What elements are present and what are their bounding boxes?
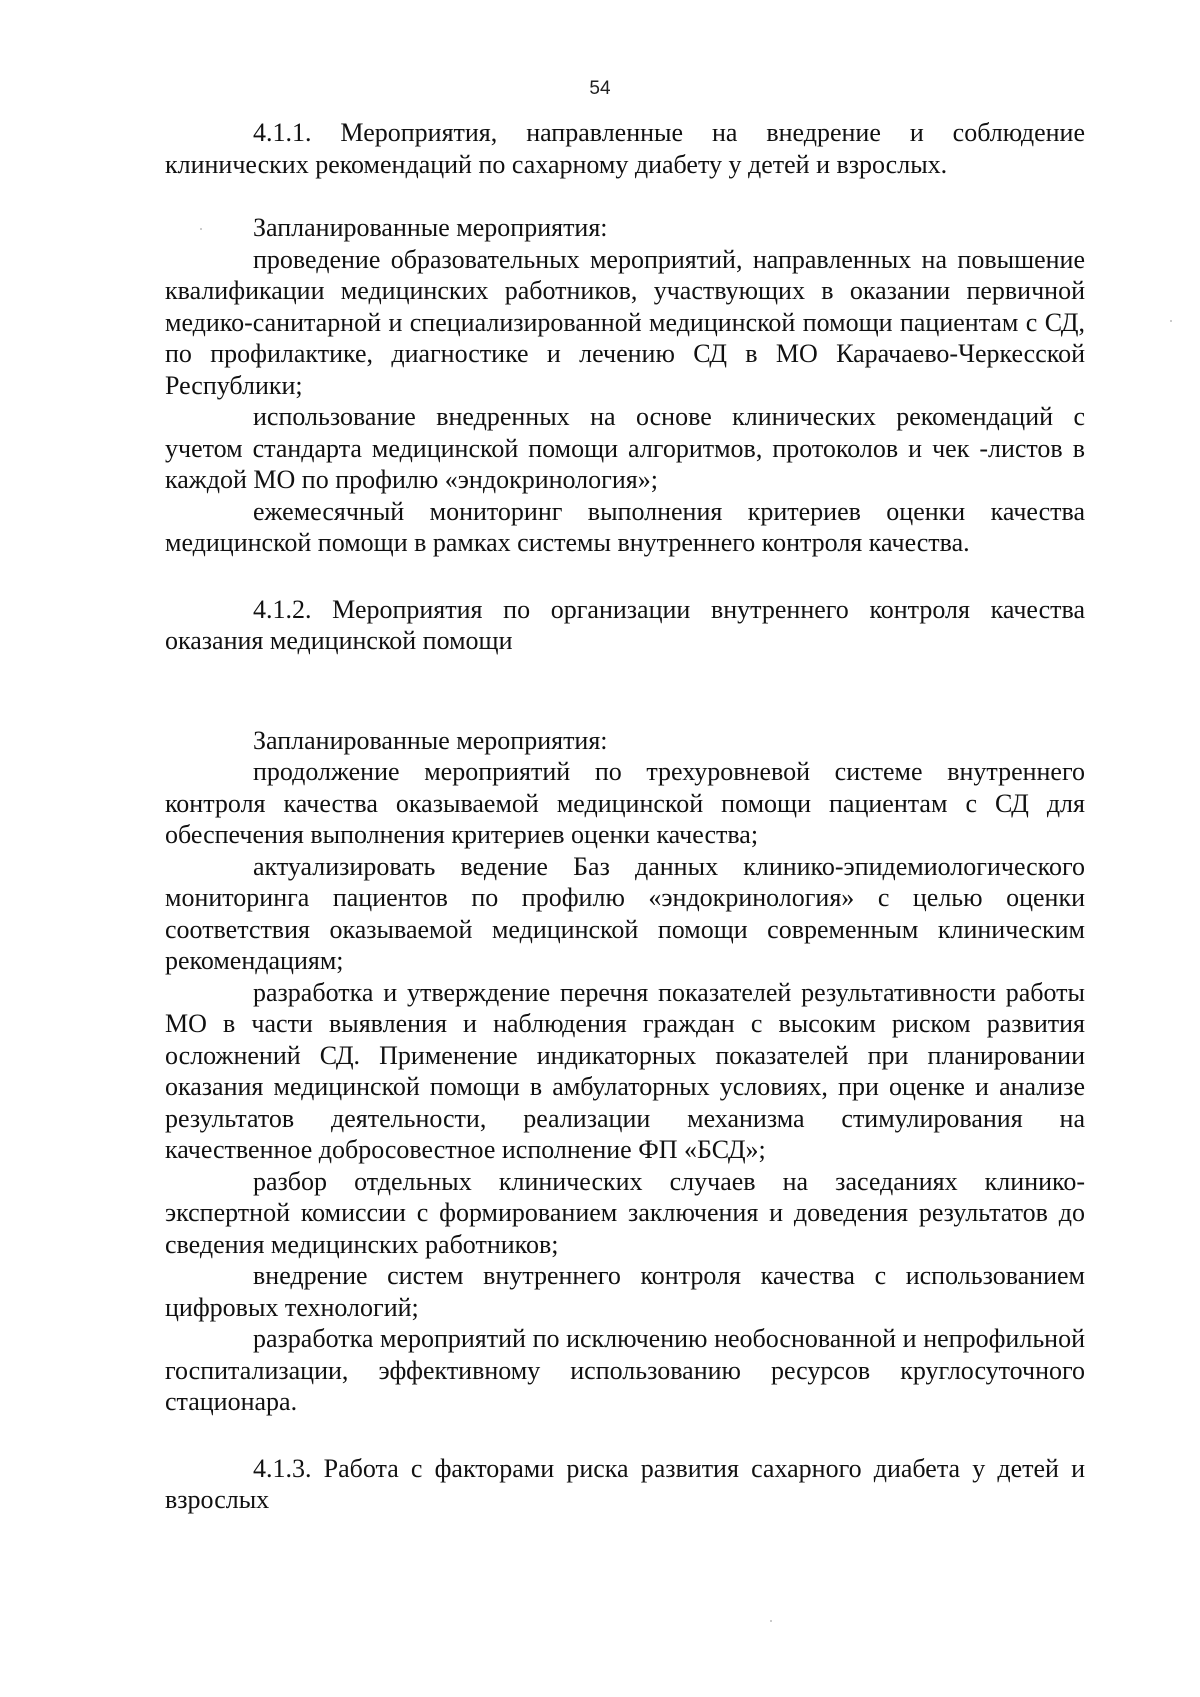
section-heading-4-1-3: 4.1.3. Работа с факторами риска развития сахарного диабета у детей и взрослых <box>165 1453 1085 1514</box>
activity-item: разработка мероприятий по исключению необоснованной и непрофильной госпитализации, эффективному использованию ресурсов круглосуточного стационара. <box>165 1324 1085 1416</box>
activity-item: разбор отдельных клинических случаев на заседаниях клинико-экспертной комиссии с формированием заключения и доведения результатов до сведения медицинских работников; <box>165 1166 1085 1259</box>
planned-activities-label: Запланированные мероприятия: <box>253 213 608 242</box>
spacer <box>165 559 1085 594</box>
scan-speck <box>1170 320 1172 322</box>
activity-item: продолжение мероприятий по трехуровневой системе внутреннего контроля качества оказываемой медицинской помощи пациентам с СД для обеспечения выполнения критериев оценки качества; <box>165 757 1085 849</box>
section-heading-4-1-1: 4.1.1. Мероприятия, направленные на внедрение и соблюдение клинических рекомендаций по сахарному диабету у детей и взрослых. <box>165 118 1085 179</box>
page-number: 54 <box>589 78 611 99</box>
activity-item: ежемесячный мониторинг выполнения критериев оценки качества медицинской помощи в рамках системы внутреннего контроля качества. <box>165 496 1085 557</box>
activity-item: внедрение систем внутреннего контроля качества с использованием цифровых технологий; <box>165 1261 1085 1322</box>
spacer <box>165 180 1085 212</box>
page-content <box>165 117 1085 1516</box>
scan-speck <box>200 228 202 230</box>
scan-speck <box>770 1620 772 1622</box>
activity-item: актуализировать ведение Баз данных клинико-эпидемиологического мониторинга пациентов по профилю «эндокринология» с целью оценки соответствия оказываемой медицинской помощи современным клиническим рекомендациям; <box>165 851 1085 975</box>
activity-item: разработка и утверждение перечня показателей результативности работы МО в части выявления и наблюдения граждан с высоким риском развития осложнений СД. Применение индикаторных показателей при планировании оказания медицинской помощи в амбулаторных условиях, при оценке и анализе результатов деятельности, реализации механизма стимулирования на качественное добросовестное исполнение ФП «БСД»; <box>165 977 1085 1164</box>
spacer <box>165 657 1085 725</box>
activity-item: проведение образовательных мероприятий, направленных на повышение квалификации медицинских работников, участвующих в оказании первичной медико-санитарной и специализированной медицинской помощи пациентам с СД, по профилактике, диагностике и лечению СД в МО Карачаево-Черкесской Республики; <box>165 244 1085 400</box>
section-heading-4-1-2: 4.1.2. Мероприятия по организации внутреннего контроля качества оказания медицинской помощи <box>165 594 1085 655</box>
activity-item: использование внедренных на основе клинических рекомендаций с учетом стандарта медицинской помощи алгоритмов, протоколов и чек -листов в каждой МО по профилю «эндокринология»; <box>165 402 1085 494</box>
planned-activities-label: Запланированные мероприятия: <box>253 725 608 755</box>
spacer <box>165 1418 1085 1453</box>
